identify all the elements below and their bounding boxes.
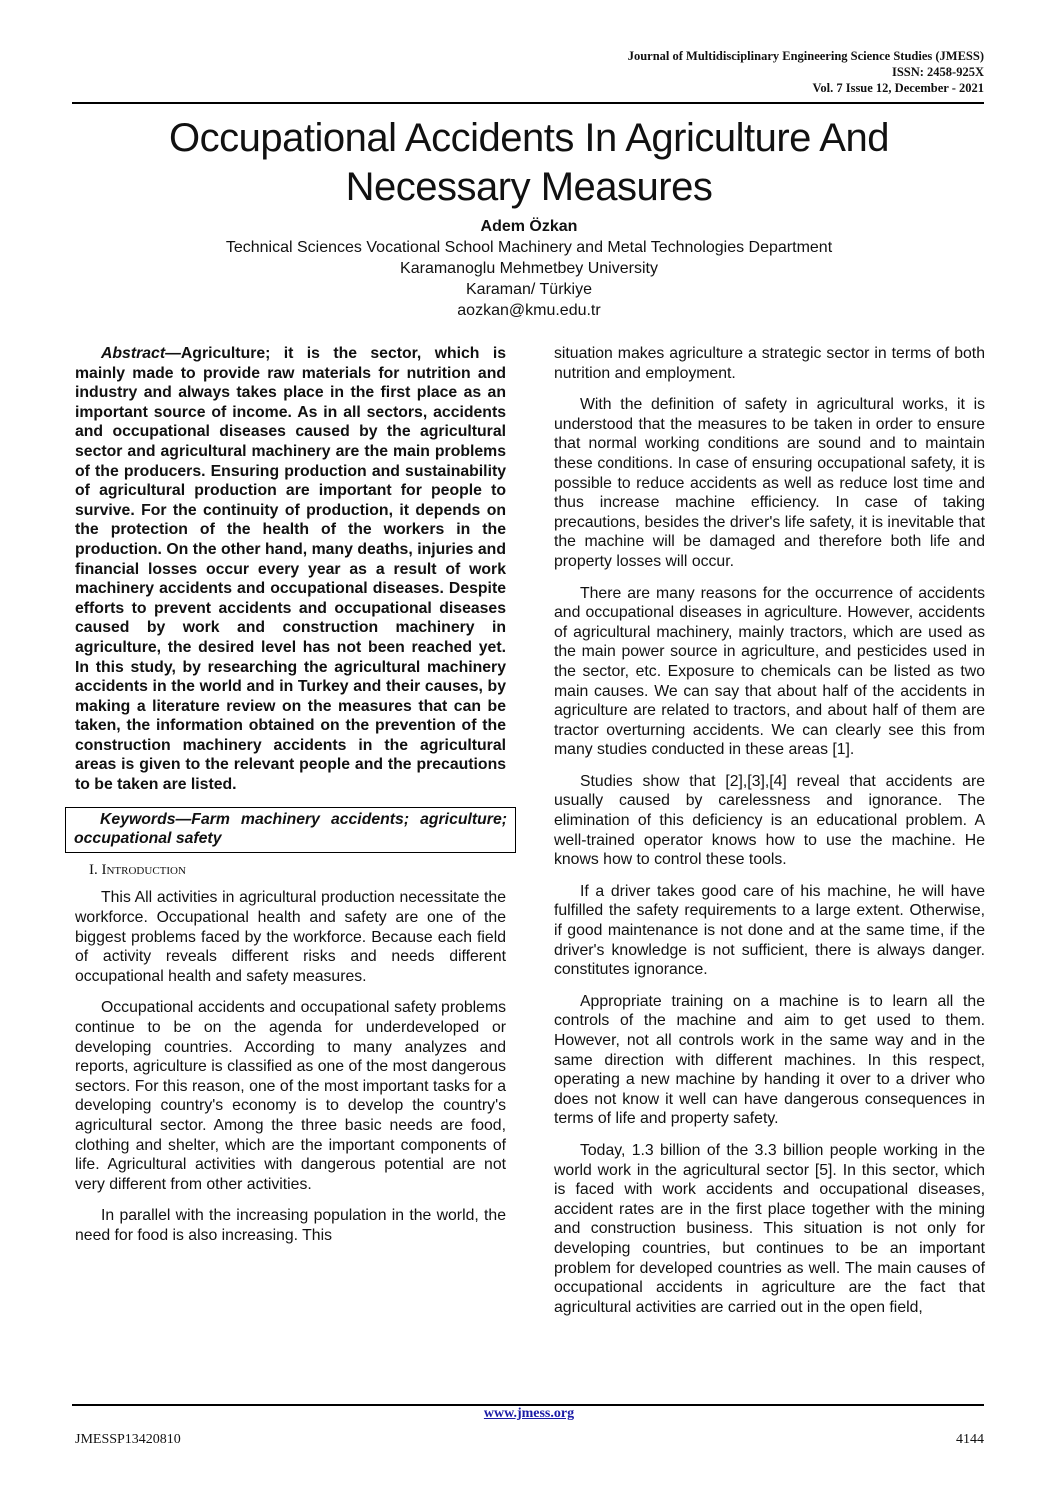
abstract-text: Agriculture; it is the sector, which is mainly made to provide raw materials for nutrition and industry and always takes place in the first place as an important source of income. As in all sectors, accidents and occupational diseases caused by the agricultural sector and agricultural machinery are the main problems of the producers. Ensuring production and sustainability of agricultural production are important for people to survive. For the continuity of production, it depends on the protection of the health of the workers in the production. On the other hand, many deaths, injuries and financial losses occur every year as a result of work machinery accidents and occupational diseases. Despite efforts to prevent accidents and occupational diseases caused by work and construction machinery in agriculture, the desired level has not been reached yet. In this study, by researching the agricultural machinery accidents in the world and in Turkey and their causes, by making a literature review on the measures that can be taken, the information obtained on the prevention of the construction machinery accidents in the agricultural areas is given to the relevant people and the precautions to be taken are listed.	[75, 345, 506, 794]
left-paragraph-3: In parallel with the increasing population in the world, the need for food is also increasing. This	[75, 1207, 506, 1244]
author-location: Karaman/ Türkiye	[466, 281, 592, 298]
journal-issn: ISSN: 2458-925X	[891, 65, 984, 79]
author-department: Technical Sciences Vocational School Machinery and Metal Technologies Department	[225, 239, 833, 256]
journal-volume: Vol. 7 Issue 12, December - 2021	[812, 81, 984, 95]
author-email[interactable]: aozkan@kmu.edu.tr	[457, 302, 601, 319]
right-paragraph-5: If a driver takes good care of his machine, he will have fulfilled the safety requirements to a large extent. Otherwise, if good maintenance is not done and at the same time, if the driver's knowledge is not sufficient, there is always danger. constitutes ignorance.	[554, 882, 985, 979]
left-column	[75, 344, 506, 1258]
right-paragraph-7: Today, 1.3 billion of the 3.3 billion people working in the world work in the agricultural sector [5]. In this sector, which is faced with work accidents and occupational diseases, accident rates are in the first place together with the mining and construction business. This situation is not only for developing countries, but continues to be an important problem for developed countries as well. The main causes of occupational accidents in agriculture are the fact that agricultural activities are carried out in the open field,	[554, 1141, 985, 1316]
journal-website-link[interactable]: www.jmess.org	[483, 1406, 575, 1421]
right-paragraph-4: Studies show that [2],[3],[4] reveal that accidents are usually caused by carelessness and ignorance. The elimination of this deficiency is an educational problem. A well-trained operator knows how to use the machine. He knows how to control these tools.	[554, 772, 985, 869]
keywords-box	[65, 807, 516, 853]
author-university: Karamanoglu Mehmetbey University	[400, 260, 658, 277]
abstract	[75, 344, 506, 795]
header-rule	[72, 102, 984, 104]
right-paragraph-3: There are many reasons for the occurrence of accidents and occupational diseases in agriculture. However, accidents of agricultural machinery, mainly tractors, which are used as the main power source in agriculture, and pesticides used in the sector, etc. Exposure to chemicals can be listed as two main causes. We can say that about half of the accidents in agriculture are related to tractors, and about half of them are tractor overturning accidents. We can clearly see this from many studies conducted in these areas [1].	[554, 584, 985, 759]
journal-header	[628, 48, 984, 96]
page-number: 4144	[956, 1432, 984, 1447]
abstract-label: Abstract	[101, 345, 166, 362]
author-block	[0, 216, 1058, 321]
right-paragraph-6: Appropriate training on a machine is to learn all the controls of the machine and aim to get used to them. However, not all controls work in the same way and in the same direction with different machines. In this respect, operating a new machine by handing it over to a driver who does not know it well can have dangerous consequences in terms of life and property safety.	[554, 992, 985, 1128]
journal-name: Journal of Multidisciplinary Engineering Science Studies (JMESS)	[627, 49, 984, 63]
left-paragraph-1: This All activities in agricultural production necessitate the workforce. Occupational health and safety are one of the biggest problems faced by the workforce. Because each field of activity reveals different risks and needs different occupational health and safety measures.	[75, 889, 506, 985]
paper-title	[60, 114, 998, 212]
abstract-dash: —	[165, 345, 181, 362]
author-name: Adem Özkan	[480, 218, 578, 235]
title-line-2: Necessary Measures	[345, 165, 713, 209]
title-line-1: Occupational Accidents In Agriculture And	[169, 116, 889, 160]
right-column	[554, 344, 985, 1329]
left-paragraph-2: Occupational accidents and occupational safety problems continue to be on the agenda for underdeveloped or developing countries. According to many analyzes and reports, agriculture is classified as one of the most dangerous sectors. For this reason, one of the most important tasks for a developing country's economy is to develop the country's agricultural sector. Among the three basic needs are food, clothing and shelter, which are the important components of life. Agricultural activities with dangerous potential are not very different from other activities.	[75, 999, 506, 1193]
paper-id: JMESSP13420810	[75, 1432, 181, 1447]
section-heading-introduction: I. Introduction	[89, 861, 186, 878]
right-paragraph-2: With the definition of safety in agricultural works, it is understood that the measures to be taken in order to ensure that normal working conditions are sound and to maintain these conditions. In case of ensuring occupational safety, it is possible to reduce accidents as well as reduce lost time and thus increase machine efficiency. In case of taking precautions, besides the driver's life safety, it is inevitable that the machine will be damaged and therefore both life and property losses will occur.	[554, 396, 985, 570]
right-paragraph-1: situation makes agriculture a strategic sector in terms of both nutrition and employment.	[554, 345, 985, 382]
keywords-text: Keywords—Farm machinery accidents; agriculture; occupational safety	[74, 810, 507, 848]
